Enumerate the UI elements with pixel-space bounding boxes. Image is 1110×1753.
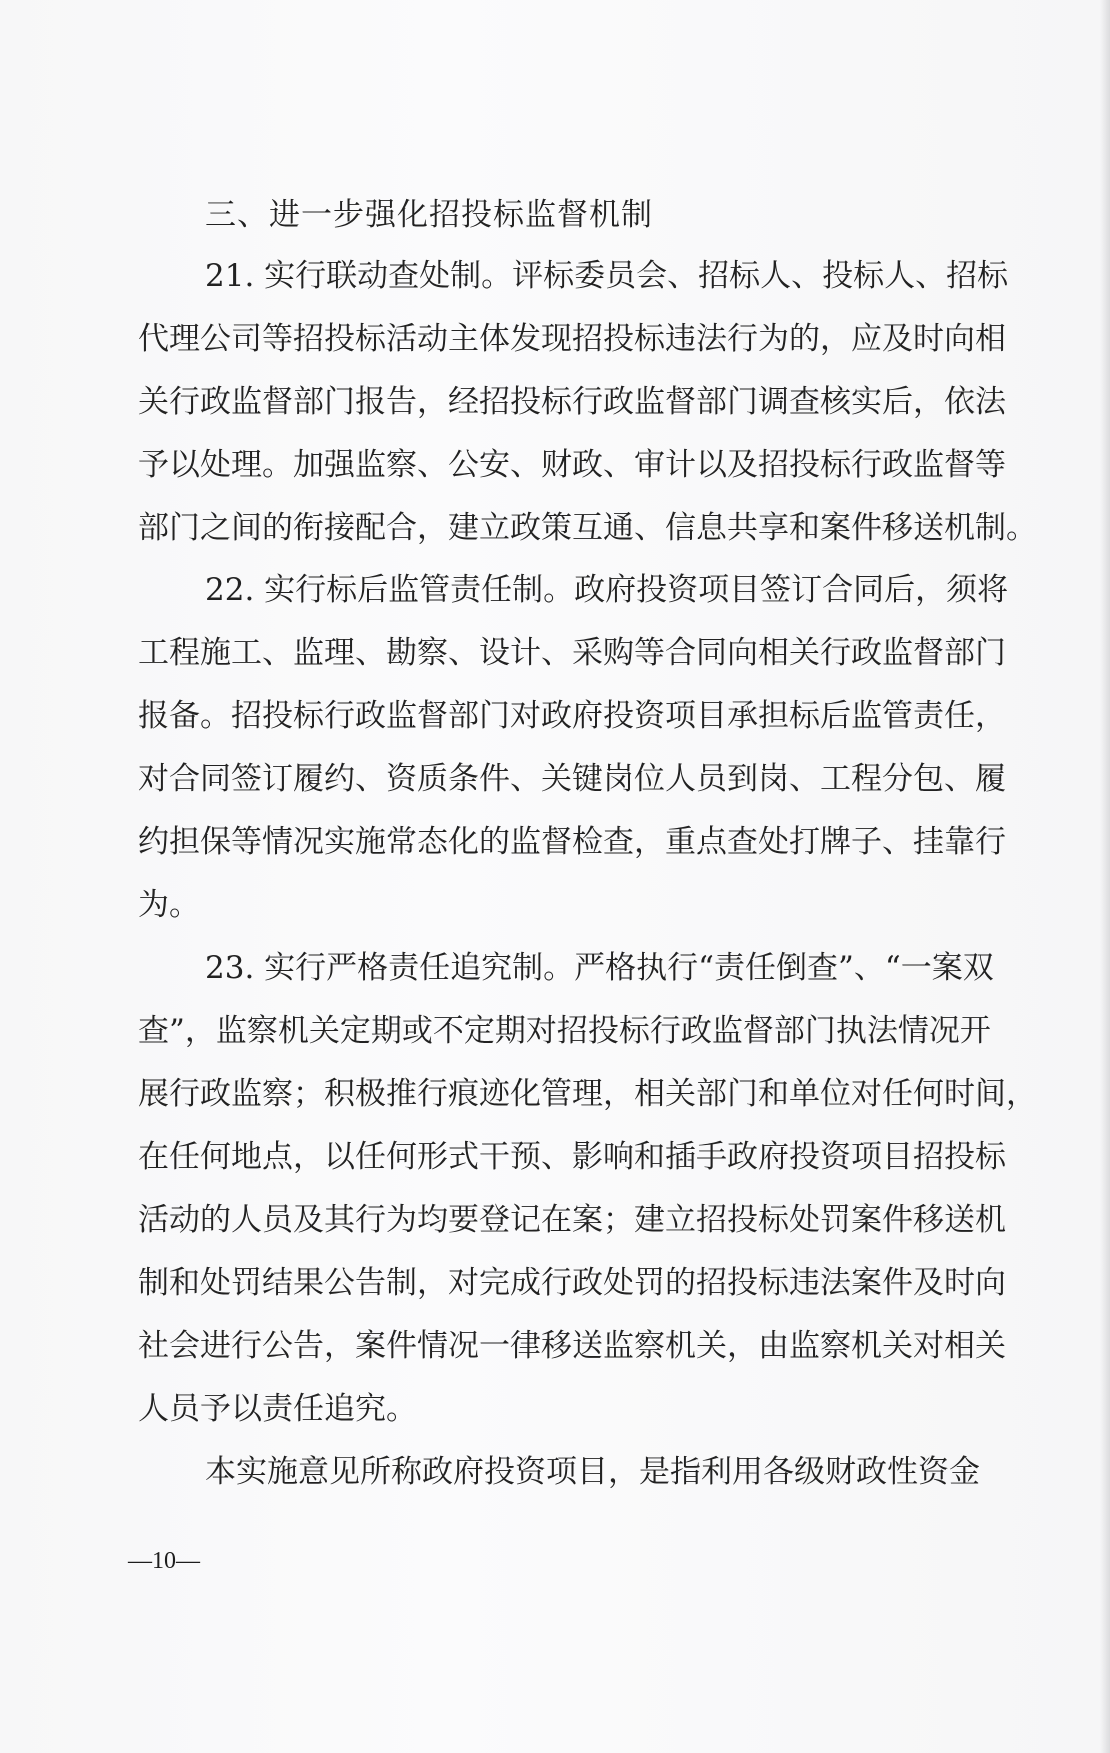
body-line-5: 部门之间的衔接配合，建立政策互通、信息共享和案件移送机制。 bbox=[138, 510, 1037, 546]
body-line-20: 本实施意见所称政府投资项目，是指利用各级财政性资金 bbox=[205, 1454, 980, 1490]
body-line-1: 21. 实行联动查处制。评标委员会、招标人、投标人、招标 bbox=[205, 258, 1009, 294]
body-line-13: 查”，监察机关定期或不定期对招投标行政监督部门执法情况开 bbox=[138, 1013, 991, 1049]
body-line-3: 关行政监督部门报告，经招投标行政监督部门调查核实后，依法 bbox=[138, 384, 1006, 420]
body-line-11: 为。 bbox=[138, 887, 200, 923]
body-line-15: 在任何地点，以任何形式干预、影响和插手政府投资项目招投标 bbox=[138, 1139, 1006, 1175]
body-line-7: 工程施工、监理、勘察、设计、采购等合同向相关行政监督部门 bbox=[138, 635, 1006, 671]
body-line-19: 人员予以责任追究。 bbox=[138, 1391, 417, 1427]
body-line-18: 社会进行公告，案件情况一律移送监察机关，由监察机关对相关 bbox=[138, 1328, 1006, 1364]
page-number: —10— bbox=[128, 1548, 200, 1574]
body-line-9: 对合同签订履约、资质条件、关键岗位人员到岗、工程分包、履 bbox=[138, 761, 1006, 797]
body-line-8: 报备。招投标行政监督部门对政府投资项目承担标后监管责任， bbox=[138, 698, 1006, 734]
body-line-12: 23. 实行严格责任追究制。严格执行“责任倒查”、“一案双 bbox=[205, 950, 994, 986]
body-line-6: 22. 实行标后监管责任制。政府投资项目签订合同后，须将 bbox=[205, 572, 1009, 608]
body-line-10: 约担保等情况实施常态化的监督检查，重点查处打牌子、挂靠行 bbox=[138, 824, 1006, 860]
body-line-17: 制和处罚结果公告制，对完成行政处罚的招投标违法案件及时向 bbox=[138, 1265, 1006, 1301]
section-heading: 三、进一步强化招投标监督机制 bbox=[205, 197, 653, 233]
body-line-2: 代理公司等招投标活动主体发现招投标违法行为的，应及时向相 bbox=[138, 321, 1006, 357]
body-line-14: 展行政监察；积极推行痕迹化管理，相关部门和单位对任何时间， bbox=[138, 1076, 1037, 1112]
body-line-16: 活动的人员及其行为均要登记在案；建立招投标处罚案件移送机 bbox=[138, 1202, 1006, 1238]
body-line-4: 予以处理。加强监察、公安、财政、审计以及招投标行政监督等 bbox=[138, 447, 1006, 483]
scan-edge bbox=[1100, 0, 1110, 1753]
